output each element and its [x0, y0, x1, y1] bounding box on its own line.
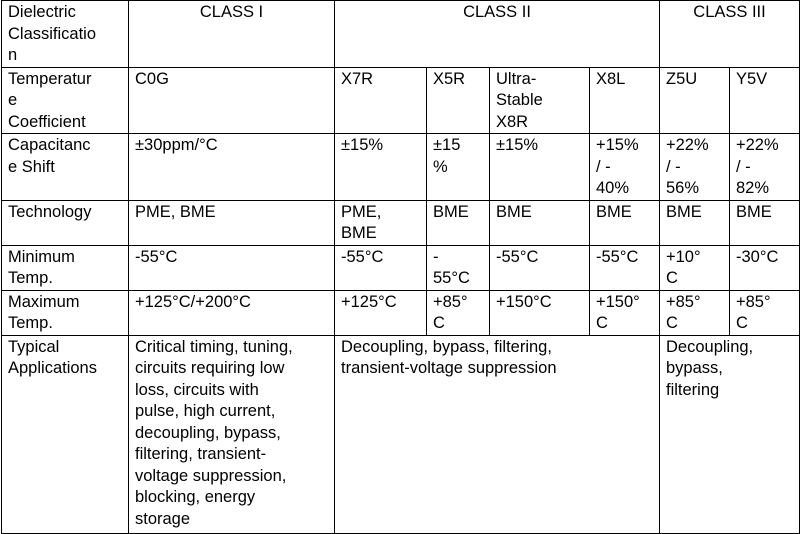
header-row	[2, 1, 800, 68]
technology-row	[2, 200, 800, 245]
row-label-typical-applications: Typical Applications	[2, 335, 129, 533]
cell-app-class-2: Decoupling, bypass, filtering, transient-voltage suppression	[335, 335, 660, 533]
row-label-capacitance-shift: Capacitanc e Shift	[2, 134, 129, 201]
cell-min-x5r: - 55°C	[427, 245, 490, 290]
maximum-temp-row	[2, 290, 800, 335]
minimum-temp-row	[2, 245, 800, 290]
capacitance-shift-row	[2, 134, 800, 201]
dielectric-classification-table	[1, 0, 800, 534]
cell-min-y5v: -30°C	[730, 245, 800, 290]
typical-applications-row	[2, 335, 800, 533]
cell-x8r: Ultra- Stable X8R	[490, 67, 590, 134]
cell-cap-shift-x5r: ±15 %	[427, 134, 490, 201]
cell-cap-shift-z5u: +22% / - 56%	[660, 134, 730, 201]
row-label-technology: Technology	[2, 200, 129, 245]
cell-c0g: C0G	[129, 67, 335, 134]
cell-min-c0g: -55°C	[129, 245, 335, 290]
row-label-minimum-temp: Minimum Temp.	[2, 245, 129, 290]
cell-max-z5u: +85° C	[660, 290, 730, 335]
cell-x7r: X7R	[335, 67, 427, 134]
cell-app-class-1: Critical timing, tuning, circuits requiring low loss, circuits with pulse, high current, decoupling, bypass, filtering, transient- voltage suppression, blocking, energy storage	[129, 335, 335, 533]
cell-max-x8l: +150° C	[590, 290, 660, 335]
cell-max-x7r: +125°C	[335, 290, 427, 335]
cell-max-x5r: +85° C	[427, 290, 490, 335]
cell-min-x7r: -55°C	[335, 245, 427, 290]
cell-cap-shift-x8l: +15% / - 40%	[590, 134, 660, 201]
row-label-dielectric-classification: Dielectric Classificatio n	[2, 1, 129, 68]
cell-tech-y5v: BME	[730, 200, 800, 245]
cell-z5u: Z5U	[660, 67, 730, 134]
cell-x8l: X8L	[590, 67, 660, 134]
row-label-temperature-coefficient: Temperatur e Coefficient	[2, 67, 129, 134]
cell-tech-c0g: PME, BME	[129, 200, 335, 245]
cell-y5v: Y5V	[730, 67, 800, 134]
temperature-coefficient-row	[2, 67, 800, 134]
cell-max-y5v: +85° C	[730, 290, 800, 335]
cell-cap-shift-x7r: ±15%	[335, 134, 427, 201]
cell-min-z5u: +10° C	[660, 245, 730, 290]
cell-tech-x8l: BME	[590, 200, 660, 245]
header-class-1: CLASS I	[129, 1, 335, 68]
cell-cap-shift-c0g: ±30ppm/°C	[129, 134, 335, 201]
header-class-3: CLASS III	[660, 1, 800, 68]
cell-cap-shift-x8r: ±15%	[490, 134, 590, 201]
cell-tech-x8r: BME	[490, 200, 590, 245]
cell-tech-x5r: BME	[427, 200, 490, 245]
cell-tech-x7r: PME, BME	[335, 200, 427, 245]
cell-tech-z5u: BME	[660, 200, 730, 245]
cell-max-x8r: +150°C	[490, 290, 590, 335]
cell-app-class-3: Decoupling, bypass, filtering	[660, 335, 800, 533]
row-label-maximum-temp: Maximum Temp.	[2, 290, 129, 335]
cell-max-c0g: +125°C/+200°C	[129, 290, 335, 335]
cell-x5r: X5R	[427, 67, 490, 134]
cell-cap-shift-y5v: +22% / - 82%	[730, 134, 800, 201]
cell-min-x8l: -55°C	[590, 245, 660, 290]
header-class-2: CLASS II	[335, 1, 660, 68]
cell-min-x8r: -55°C	[490, 245, 590, 290]
